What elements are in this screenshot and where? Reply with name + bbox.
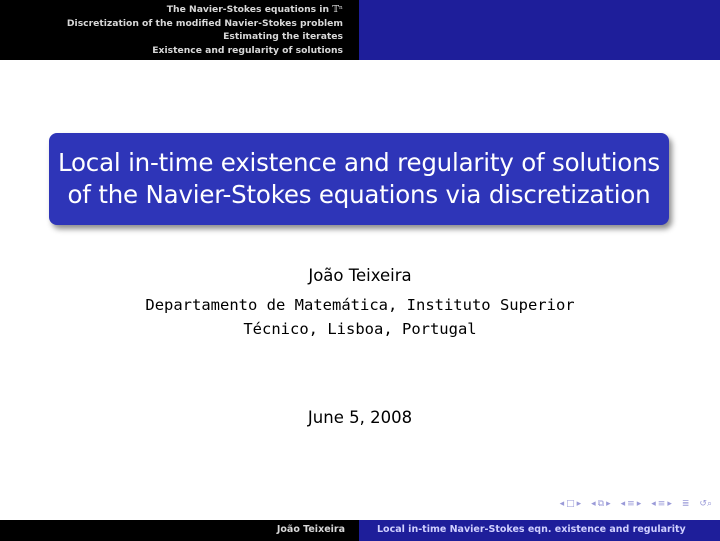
author-name: João Teixeira [308,266,412,285]
nav-item-existence-regularity[interactable]: Existence and regularity of solutions [152,44,343,56]
arrow-left-icon[interactable]: ◂ [559,499,565,509]
torus-symbol: 𝕋ⁿ [332,4,343,15]
align-icon[interactable]: ≣ [681,499,690,509]
arrow-right-icon[interactable]: ▸ [636,499,642,509]
subsection-icon[interactable]: ⧉ [597,499,605,509]
header-right-panel [359,0,720,60]
footer-left-panel [0,520,359,541]
affiliation-line-1: Departamento de Matemática, Instituto Superior [145,296,575,314]
header-bar [0,0,720,60]
footer-right-panel [359,520,720,541]
title-line-2: of the Navier-Stokes equations via discretization [67,180,651,209]
title-line-1: Local in-time existence and regularity of solutions [57,148,660,177]
arrow-left-icon[interactable]: ◂ [591,499,596,509]
arrow-left-icon[interactable]: ◂ [651,499,656,509]
footer-bar [0,520,720,541]
search-icon[interactable]: ↺⌕ [699,499,712,509]
nav-item-estimating-iterates[interactable]: Estimating the iterates [223,31,343,43]
arrow-left-icon[interactable]: ◂ [620,499,626,509]
navigation-symbols [560,497,712,511]
section-icon[interactable]: ≡ [627,499,635,509]
arrow-right-icon[interactable]: ▸ [606,499,611,509]
footer-author: João Teixeira [276,524,345,535]
arrow-right-icon[interactable]: ▸ [576,499,582,509]
section-navigation [0,0,359,60]
affiliation-line-2: Técnico, Lisboa, Portugal [243,320,477,338]
arrow-right-icon[interactable]: ▸ [667,499,672,509]
nav-item-navier-stokes-equations[interactable]: The Navier-Stokes equations in 𝕋ⁿ [166,4,343,15]
footer-title: Local in-time Navier-Stokes eqn. existence and regularity [377,524,686,535]
slide-title [58,147,660,211]
nav-item-discretization[interactable]: Discretization of the modified Navier-Stokes problem [66,17,343,29]
frame-icon[interactable]: □ [566,499,575,509]
title-box [49,133,669,225]
section-icon[interactable]: ≡ [657,499,666,509]
presentation-date: June 5, 2008 [307,408,413,427]
affiliation [60,293,660,341]
